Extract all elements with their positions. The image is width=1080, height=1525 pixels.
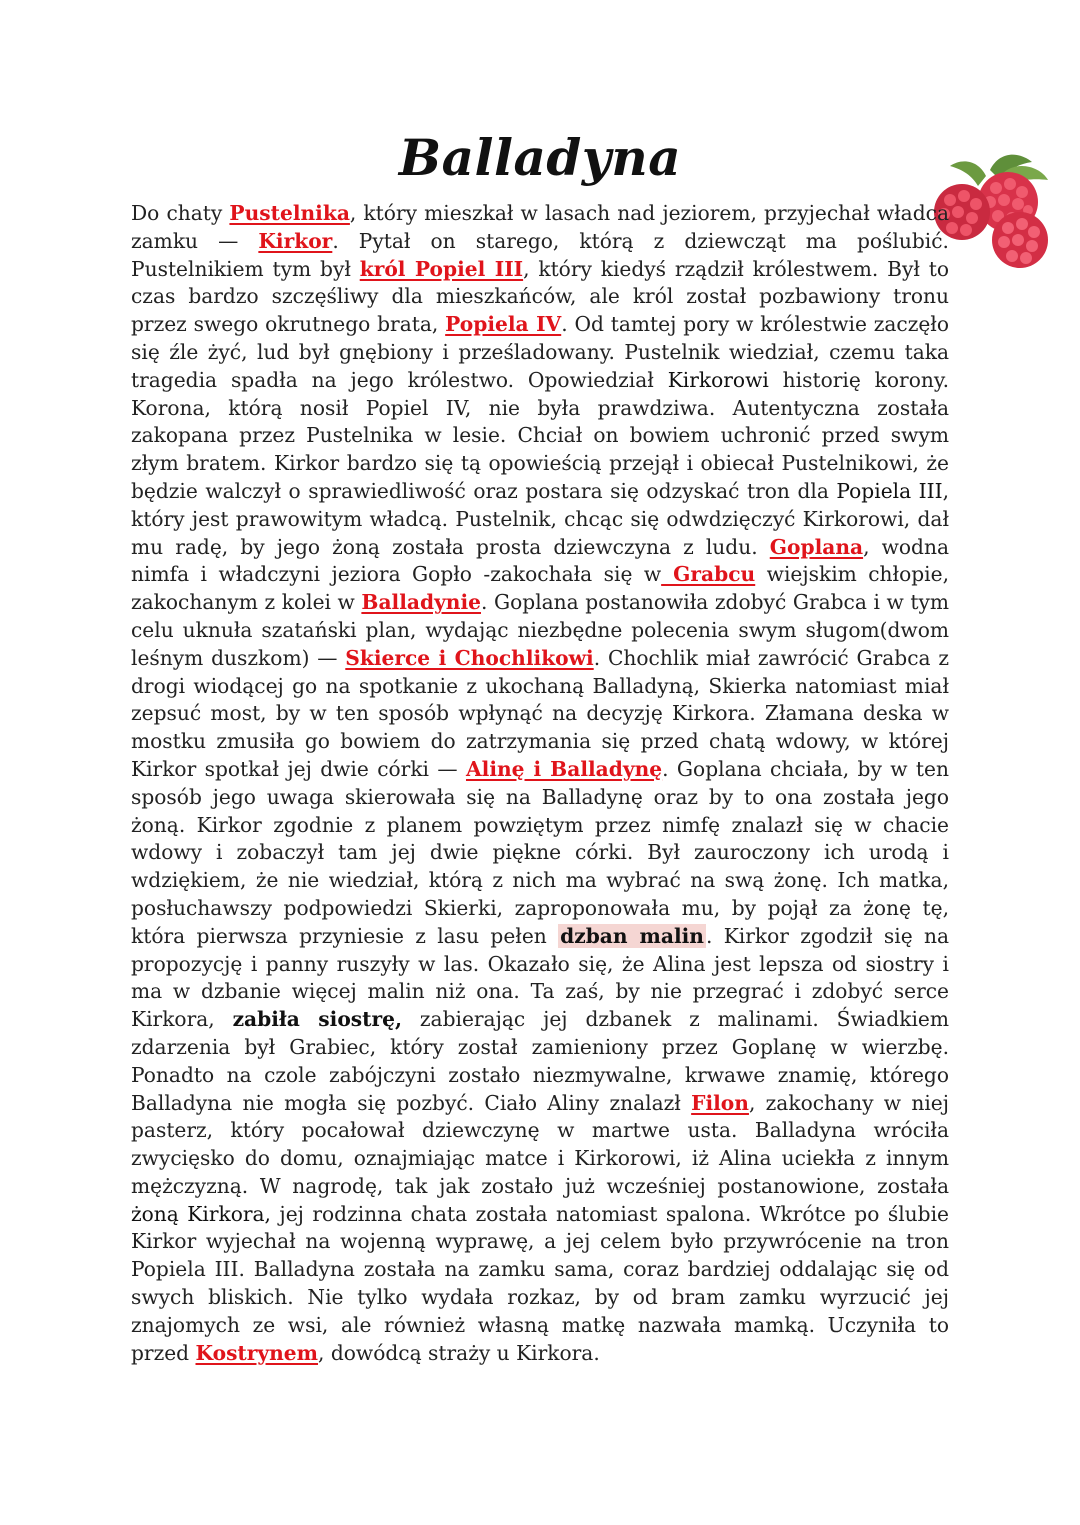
highlighted-name: Kirkor (258, 228, 333, 253)
text-run: . Goplana chciała, by w ten sposób jego uwaga skierowała się na Balladynę oraz by to ona została jego żoną. Kirkor zgodnie z planem powziętym przez nimfę znalazł się w chacie wdowy i zobaczył tam jej dwie piękne córki. Był zauroczony ich urodą i wdziękiem, że nie wiedział, którą z nich ma wybrać na swą żonę. Ich matka, posłuchawszy podpowiedzi Skierki, zaproponowała mu, by pojął za żonę tę, która pierwsza przyniesie z lasu pełen (131, 756, 949, 948)
text-run: , który mieszkał w lasach nad jeziorem, przyjechał władca zamku — (131, 201, 949, 253)
text-run: zabierając jej dzbanek z malinami. Świadkiem zdarzenia był Grabiec, który został zamieniony przez Goplanę w wierzbę. Ponadto na czole zabójczyni zostało niezmywalne, krwawe znamię, którego Balladyna nie mogła się pozbyć. Ciało Aliny znalazł (131, 1007, 949, 1115)
highlighted-name: Skierce i Chochlikowi (345, 645, 594, 670)
body-paragraph (131, 200, 949, 1367)
text-run: . Kirkor zgodził się na propozycję i panny ruszyły w las. Okazało się, że Alina jest lepsza od siostry i ma w dzbanie więcej malin niż ona. Ta zaś, by nie przegrać i zdobyć serce Kirkora, (131, 923, 950, 1032)
emphasized-phrase: Kirkorowi (667, 367, 769, 392)
text-run: , dowódcą straży u Kirkora. (318, 1340, 600, 1365)
text-run: , zakochany w niej pasterz, który pocałował dziewczynę w martwe usta. Balladyna wróciła zwycięsko do domu, oznajmiając matce i Kirkorowi, iż Alina uciekła z innym mężczyzną. W nagrodę, tak jak zostało już wcześniej postanowione, została (131, 1090, 949, 1198)
highlighted-name: Filon (691, 1090, 749, 1115)
text-run: Do chaty (131, 201, 230, 225)
text-run: wiejskim chłopie, zakochanym z kolei w (131, 562, 949, 615)
text-run: . Chochlik miał zawrócić Grabca z drogi wiodącej go na spotkanie z ukochaną Balladyną, Skierka natomiast miał zepsuć most, by w ten sposób wpłynąć na decyzję Kirkora. Złamana deska w mostku zmusiła go bowiem do zatrzymania się przed chatą wdowy, w której Kirkor spotkał jej dwie córki — (131, 645, 950, 781)
highlighted-name: Alinę i Balladynę (465, 756, 663, 781)
highlighted-name: Popiela IV (445, 312, 562, 337)
highlighted-name: król Popiel III (359, 256, 524, 281)
marked-phrase: dzban malin (560, 923, 704, 948)
emphasized-phrase: żoną Kirkora, (131, 1201, 271, 1226)
text-run: , który jest prawowitym władcą. Pustelnik, chcąc się odwdzięczyć Kirkorowi, dał mu radę, by jego żoną została prosta dziewczyna z ludu. (131, 478, 949, 559)
highlighted-name: Kostrynem (195, 1340, 319, 1365)
bold-phrase: zabiła siostrę, (232, 1007, 402, 1032)
emphasized-phrase: Popiela III (836, 478, 943, 503)
highlighted-name: Pustelnika (229, 201, 350, 225)
highlighted-name: Balladynie (361, 590, 481, 615)
text-run: . Goplana postanowiła zdobyć Grabca i w tym celu uknuła szatański plan, wydając niezbędne polecenia swym sługom(dwom leśnym duszkom) — (131, 590, 949, 670)
highlighted-name: Grabcu (661, 562, 756, 587)
highlighted-name: Goplana (769, 534, 864, 559)
page-title: Balladyna (398, 128, 682, 187)
text-run: , wodna nimfa i władczyni jeziora Gopło -zakochała się w (131, 534, 949, 587)
text-run: . Pytał on starego, którą z dziewcząt ma poślubić. Pustelnikiem tym był (131, 228, 949, 281)
text-run: jej rodzinna chata została natomiast spalona. Wkrótce po ślubie Kirkor wyjechał na wojenną wyprawę, a jej celem było przywrócenie na tron Popiela III. Balladyna została na zamku sama, coraz bardziej oddalając się od swych bliskich. Nie tylko wydała rozkaz, by od bram zamku wyrzucić jej znajomych ze wsi, ale również własną matkę nazwała mamką. Uczyniła to przed (131, 1201, 949, 1365)
text-run: . Od tamtej pory w królestwie zaczęło się źle żyć, lud był gnębiony i prześladowany. Pustelnik wiedział, czemu taka tragedia spadła na jego królestwo. Opowiedział (131, 312, 949, 392)
text-run: , który kiedyś rządził królestwem. Był to czas bardzo szczęśliwy dla mieszkańców, ale król został pozbawiony tronu przez swego okrutnego brata, (131, 256, 949, 337)
text-run: historię korony. Korona, którą nosił Popiel IV, nie była prawdziwa. Autentyczna została zakopana przez Pustelnika w lesie. Chciał on bowiem uchronić przed swym złym bratem. Kirkor bardzo się tą opowieścią przejął i obiecał Pustelnikowi, że będzie walczył o sprawiedliwość oraz postara się odzyskać tron dla (131, 367, 949, 503)
